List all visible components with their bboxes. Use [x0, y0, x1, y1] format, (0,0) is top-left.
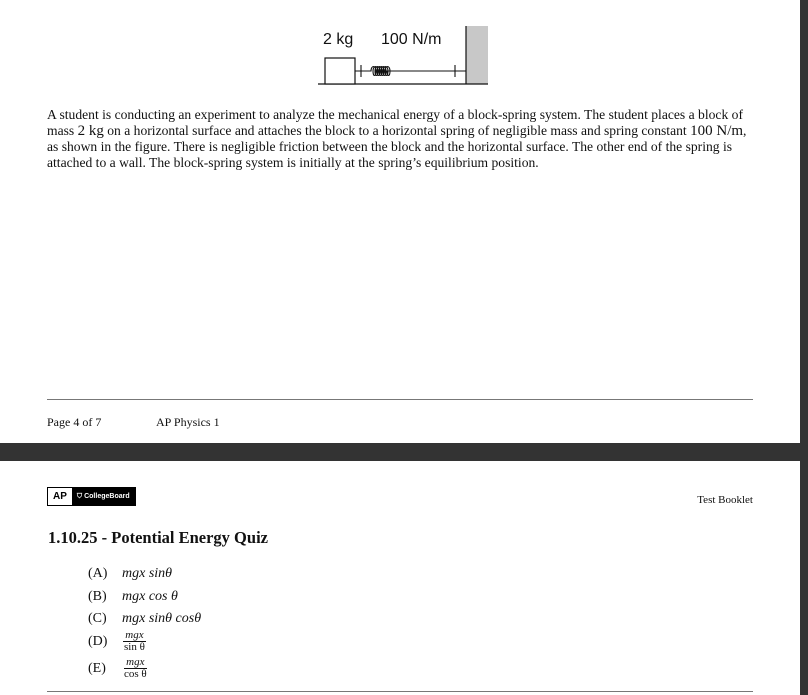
option-expression: mgx sinθ	[122, 566, 173, 581]
wall	[466, 26, 488, 84]
spring-constant-value: 100 N/m	[690, 123, 744, 139]
option-letter: (D)	[88, 633, 108, 649]
footer-divider	[47, 399, 753, 400]
question-passage	[47, 107, 757, 171]
option-letter: (C)	[88, 611, 107, 626]
mass-value: 2 kg	[77, 123, 104, 139]
collegeboard-logo-text: ⛉ CollegeBoard	[72, 488, 135, 505]
fraction-denominator: sin θ	[124, 641, 145, 653]
answer-option-e[interactable]	[88, 657, 149, 680]
fraction-denominator: cos θ	[124, 668, 147, 680]
option-letter: (A)	[88, 566, 108, 581]
answer-option-c[interactable]	[88, 611, 201, 627]
passage-text: on a horizontal surface and attaches the block to a horizontal spring of negligible mass and spring constant	[103, 123, 691, 138]
answer-option-a[interactable]	[88, 566, 172, 582]
page-number: Page 4 of 7	[47, 415, 102, 429]
test-booklet-label: Test Booklet	[697, 494, 753, 506]
option-letter: (E)	[88, 660, 106, 676]
answer-option-b[interactable]	[88, 589, 178, 605]
bottom-divider	[47, 691, 753, 692]
option-expression: mgx sinθ cosθ	[122, 611, 202, 626]
page-gap	[0, 443, 800, 461]
spring-constant-label: 100 N/m	[381, 31, 442, 48]
passage-text: , as shown in the figure. There is negligible friction between the block and the horizontal surface. The other end of the spring is attached to a wall. The block-spring system is initially at the spring’s equilibrium position.	[47, 123, 747, 170]
viewer-edge	[800, 0, 808, 695]
course-name: AP Physics 1	[156, 415, 220, 429]
block	[325, 58, 355, 84]
option-fraction	[122, 630, 147, 653]
mass-label: 2 kg	[323, 31, 354, 48]
quiz-title: 1.10.25 - Potential Energy Quiz	[48, 528, 268, 547]
answer-option-d[interactable]	[88, 630, 147, 653]
fraction-numerator: mgx	[125, 629, 144, 641]
fraction-numerator: mgx	[126, 656, 145, 668]
passage-text: A student is conducting an experiment to analyze the mechanical energy of a block-spring system. The student places a block of mass	[47, 107, 743, 138]
block-spring-diagram	[318, 26, 493, 88]
option-fraction	[122, 657, 149, 680]
option-expression: mgx cos θ	[122, 589, 178, 604]
spring	[355, 65, 466, 77]
option-letter: (B)	[88, 589, 107, 604]
ap-logo-text: AP	[48, 488, 72, 505]
ap-collegeboard-logo	[47, 487, 136, 506]
block-spring-figure	[318, 26, 493, 88]
